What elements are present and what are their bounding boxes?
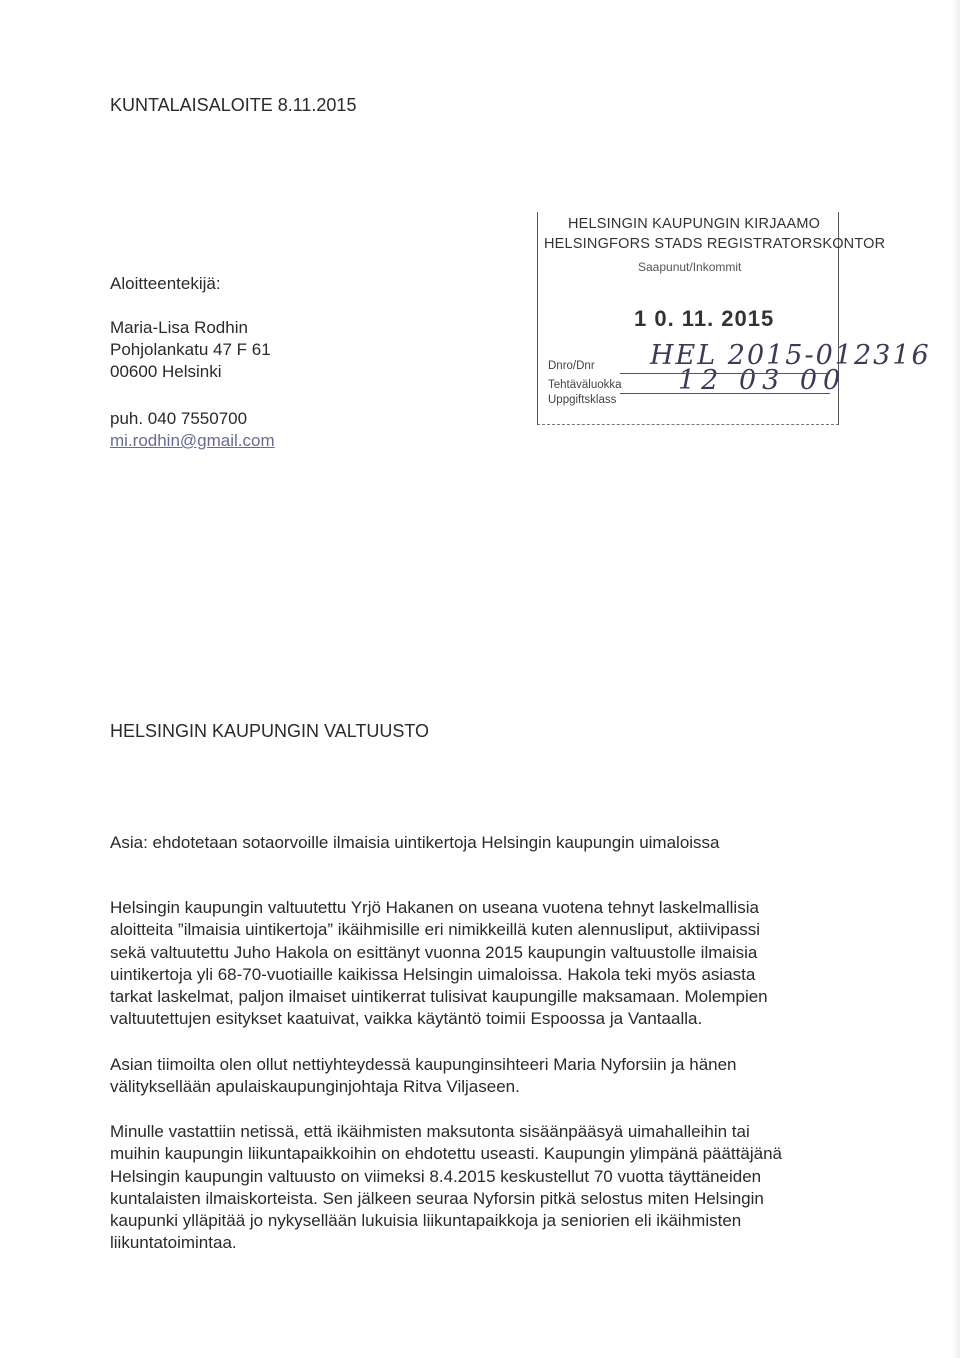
paragraph-line: Minulle vastattiin netissä, että ikäihmisten maksutonta sisäänpääsyä uimahalleihin tai <box>110 1122 750 1141</box>
paragraph-line: Helsingin kaupungin valtuusto on viimeksi 8.4.2015 keskustellut 70 vuotta täyttäneiden <box>110 1166 762 1186</box>
paragraph-line: aloitteita ”ilmaisia uintikertoja” ikäihmisille eri nimikkeillä kuten alennusliput, aktiivipassi <box>110 920 761 940</box>
stamp-handwritten-dnro: HEL 2015-012316 <box>650 340 931 371</box>
initiator-postal: 00600 Helsinki <box>110 362 222 381</box>
stamp-received-label: Saapunut/Inkommit <box>638 260 742 274</box>
paragraph-line: uintikertoja yli 68-70-vuotiaille kaikissa Helsingin uimaloissa. Hakola teki myös asiasta <box>110 964 756 984</box>
recipient-heading: HELSINGIN KAUPUNGIN VALTUUSTO <box>110 721 430 741</box>
paragraph-2 <box>110 1054 880 1099</box>
paragraph-line: valtuutettujen esitykset kaatuivat, vaikka käytäntö toimii Espoossa ja Vantaalla. <box>110 1009 703 1029</box>
paragraph-1 <box>110 897 880 1031</box>
page-edge-shadow <box>952 0 960 1358</box>
stamp-date: 1 0. 11. 2015 <box>634 306 775 331</box>
registry-stamp <box>537 212 931 425</box>
stamp-field-tehtavaluokka: Tehtäväluokka <box>548 379 622 391</box>
paragraph-line: kuntalaisten ilmaiskorteista. Sen jälkeen seuraa Nyforsin pitkä selostus miten Helsingin <box>110 1188 764 1208</box>
stamp-office-sv: HELSINGFORS STADS REGISTRATORSKONTOR <box>544 236 886 252</box>
paragraph-3 <box>110 1121 880 1255</box>
paragraph-line: sekä valtuutettu Juho Hakola on esittänyt vuonna 2015 kaupungin valtuustolle ilmaisia <box>110 942 758 962</box>
stamp-office-fi: HELSINGIN KAUPUNGIN KIRJAAMO <box>568 216 821 232</box>
paragraph-line: kaupunki ylläpitää jo nykysellään lukuisia liikuntapaikkoja ja seniorien eli ikäihmisten <box>110 1211 742 1231</box>
stamp-field-dnro: Dnro/Dnr <box>548 360 595 372</box>
initiator-street: Pohjolankatu 47 F 61 <box>110 340 271 359</box>
initiator-address <box>110 317 271 383</box>
initiator-label: Aloitteentekijä: <box>110 274 221 293</box>
subject-line: Asia: ehdotetaan sotaorvoille ilmaisia uintikertoja Helsingin kaupungin uimaloissa <box>110 833 720 852</box>
stamp-handwritten-class: 12 03 00 <box>678 365 847 396</box>
paragraph-line: välityksellään apulaiskaupunginjohtaja Ritva Viljaseen. <box>110 1077 520 1097</box>
paragraph-line: Helsingin kaupungin valtuutettu Yrjö Hakanen on useana vuotena tehnyt laskelmallisia <box>110 898 759 917</box>
document-title: KUNTALAISALOITE 8.11.2015 <box>110 95 357 115</box>
paragraph-line: tarkat laskelmat, paljon ilmaiset uintikerrat tulisivat kaupungille maksamaan. Molempien <box>110 987 768 1007</box>
paragraph-line: Asian tiimoilta olen ollut nettiyhteydessä kaupunginsihteeri Maria Nyforsiin ja hänen <box>110 1055 737 1074</box>
paragraph-line: liikuntatoimintaa. <box>110 1233 237 1253</box>
stamp-field-uppgiftsklass: Uppgiftsklass <box>548 394 617 406</box>
initiator-email-link[interactable]: mi.rodhin@gmail.com <box>110 431 275 450</box>
paragraph-line: muihin kaupungin liikuntapaikkoihin on ehdotettu useasti. Kaupungin ylimpänä päättäjänä <box>110 1144 782 1164</box>
stamp-line-dnro <box>620 373 830 374</box>
stamp-line-class <box>620 393 830 394</box>
initiator-name: Maria-Lisa Rodhin <box>110 318 248 337</box>
initiator-phone: puh. 040 7550700 <box>110 409 248 428</box>
